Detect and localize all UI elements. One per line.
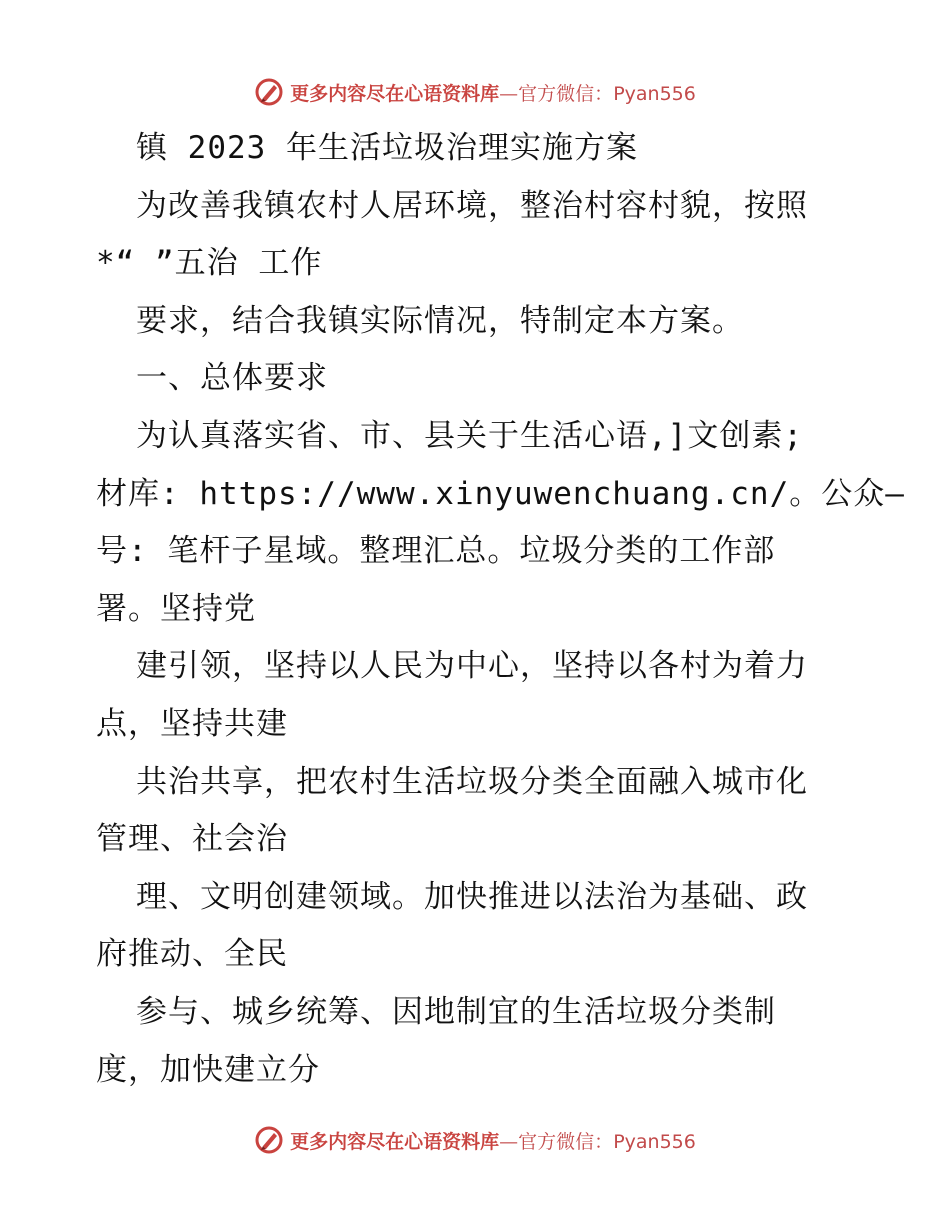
text-line: 度，加快建立分 (96, 1051, 320, 1088)
watermark-separator: — (499, 82, 519, 105)
watermark-brand: 更多内容尽在心语资料库 (290, 1130, 500, 1153)
watermark-text (290, 79, 696, 106)
watermark-handle: Pyan556 (613, 82, 696, 105)
section-heading: 一、总体要求 (136, 360, 328, 397)
text-line: 点，坚持共建 (96, 705, 288, 742)
text-line: 建引领，坚持以人民为中心，坚持以各村为着力 (136, 648, 808, 685)
text-line: 为认真落实省、市、县关于生活心语,]文创素; (136, 417, 803, 454)
header-watermark (0, 72, 950, 112)
text-line: 理、文明创建领域。加快推进以法治为基础、政 (136, 878, 808, 915)
text-line: 参与、城乡统筹、因地制宜的生活垃圾分类制 (136, 993, 776, 1030)
watermark-text (290, 1127, 696, 1154)
text-line: 为改善我镇农村人居环境，整治村容村貌，按照 (136, 187, 808, 224)
footer-watermark (0, 1120, 950, 1160)
text-line: 材库: https://www.xinyuwenchuang.cn/。公众— (96, 475, 905, 512)
watermark-official: 官方微信： (518, 82, 614, 105)
watermark-handle: Pyan556 (613, 1130, 696, 1153)
pen-logo-icon (254, 77, 284, 107)
watermark-official: 官方微信： (518, 1130, 614, 1153)
text-line: 要求，结合我镇实际情况，特制定本方案。 (136, 302, 744, 339)
text-line: 府推动、全民 (96, 936, 288, 973)
watermark-brand: 更多内容尽在心语资料库 (290, 82, 500, 105)
document-title: 镇 2023 年生活垃圾治理实施方案 (136, 130, 638, 166)
text-line: 署。坚持党 (96, 590, 256, 627)
pen-logo-icon (254, 1125, 284, 1155)
document-body (96, 120, 905, 1099)
text-line: 号: 笔杆子星域。整理汇总。垃圾分类的工作部 (96, 533, 776, 570)
text-line: *“ ”五治 工作 (96, 245, 323, 282)
text-line: 管理、社会治 (96, 821, 288, 858)
watermark-separator: — (499, 1130, 519, 1153)
text-line: 共治共享，把农村生活垃圾分类全面融入城市化 (136, 763, 808, 800)
